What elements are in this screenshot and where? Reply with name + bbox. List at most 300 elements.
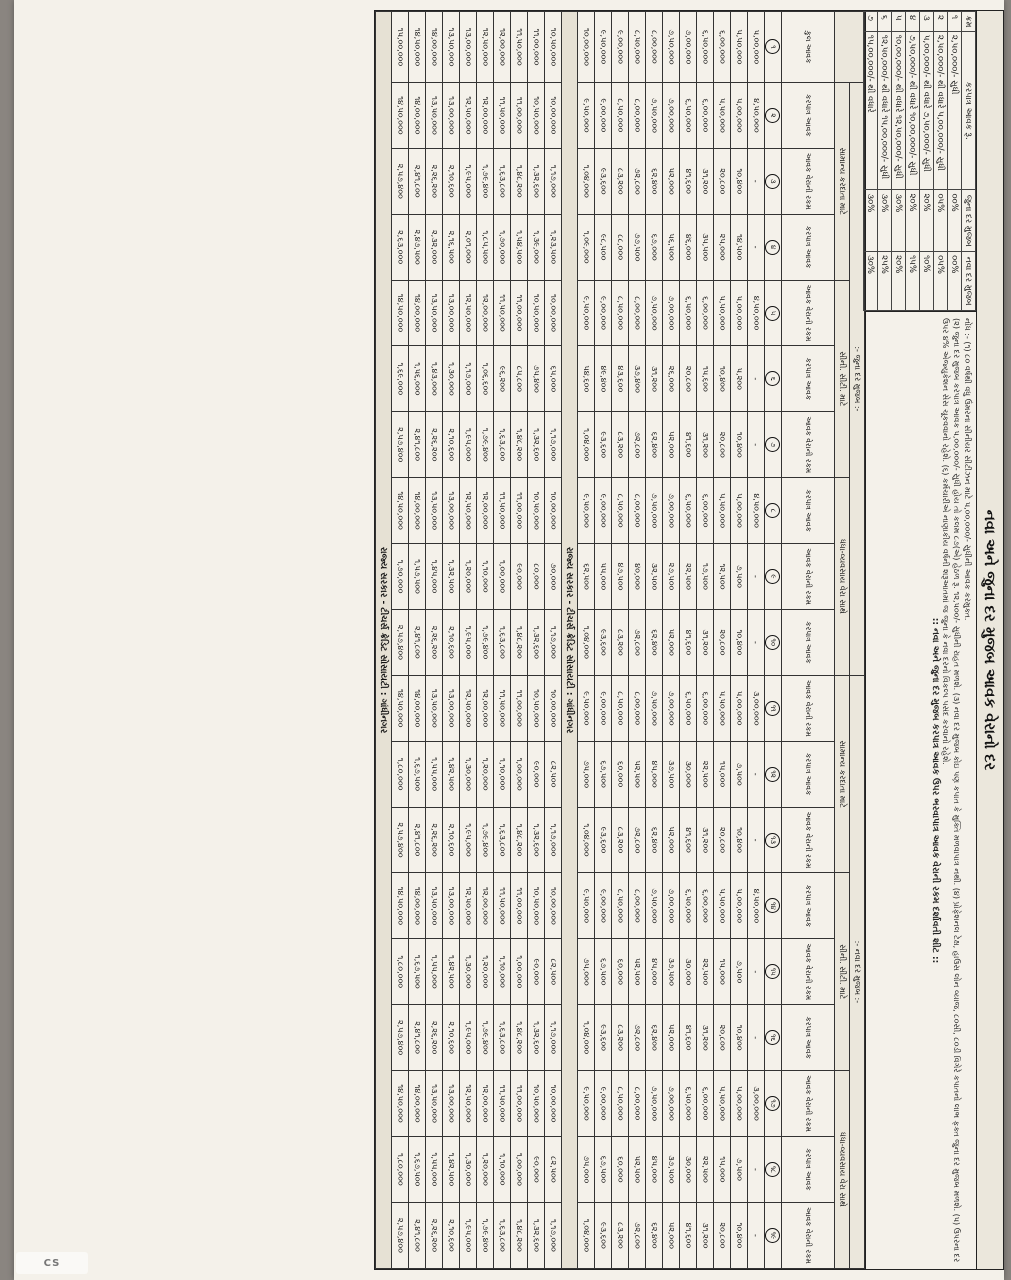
table-cell: ૧૪,૦૦,૦૦૦ [409,478,426,544]
table-cell: ૫,૦૦,૦૦૦ [731,478,748,544]
rate-row [864,12,878,311]
table-cell: ૪૬,૦૦૦ [680,214,697,280]
rate-row [920,12,934,311]
table-cell: ૧,૧૭,૦૦૦ [545,609,562,675]
table-cell: ૫૨,૦૦૦ [663,807,680,873]
table-cell: ૯,૦૦,૦૦૦ [595,873,612,939]
table-cell: ૧૧,૫૦,૦૦૦ [494,82,511,148]
table-cell: ૧,૭૯,૪૦૦ [477,609,494,675]
rate-cell: ૭,૫૦,૦૦૦/- થી વધારે ૧૦,૦૦,૦૦૦/- સુધી [906,31,920,190]
table-cell: ૨,૦૧,૦૦૦ [460,214,477,280]
rate-row [892,12,906,311]
rate-header-cell: નવા દર મુજબ [962,252,976,311]
senior-new-group: સીની. સીટી. માટે [835,873,850,1071]
table-cell: ૬૨,૫૦૦ [578,544,595,610]
table-cell: ૨૦,૮૦૦ [714,1005,731,1071]
table-cell: ૧,૮૦,૦૦૦ [392,1136,409,1202]
column-number-cell [765,82,782,148]
table-cell: ૩૨,૫૦૦ [646,544,663,610]
table-cell: ૫૨,૦૦૦ [663,609,680,675]
table-cell: ૬,૦૦,૦૦૦ [697,280,714,346]
table-cell: ૧૩,૦૦,૦૦૦ [443,82,460,148]
table-cell: ૬૦,૦૦૦ [612,1136,629,1202]
table-cell: - [748,741,765,807]
table-cell: ૨,૫૭,૪૦૦ [392,609,409,675]
table-cell: ૫,૫૦,૦૦૦ [714,675,731,741]
table-cell: ૭,૫૦૦ [731,1136,748,1202]
general-old-group: સામાન્ય કરદાતા માટે [835,82,850,280]
table-cell: ૬,૫૦,૦૦૦ [680,82,697,148]
table-cell: ૭,૦૦,૦૦૦ [663,280,680,346]
table-cell: ૪૩,૬૦૦ [612,346,629,412]
table-cell: ૨૭,૫૦૦ [663,544,680,610]
table-cell: ૮૨,૫૦૦ [545,741,562,807]
rate-row [934,12,948,311]
table-cell: ૪૭,૫૦૦ [612,544,629,610]
table-cell: ૧,૩૯,૦૦૦ [528,214,545,280]
table-cell: ૨,૫૭,૪૦૦ [392,1005,409,1071]
table-cell: ૧૩,૫૦,૦૦૦ [426,478,443,544]
table-cell: - [748,1136,765,1202]
table-cell: ૩૧,૨૦૦ [697,148,714,214]
table-cell: ૧,૩૦,૦૦૦ [460,1136,477,1202]
table-cell: ૯,૫૦,૦૦૦ [595,12,612,83]
column-number-cell [765,1202,782,1268]
table-cell: ૧૦,૪૦૦ [731,148,748,214]
table-cell: ૯,૫૦,૦૦૦ [578,873,595,939]
table-cell: ૭,૫૦,૦૦૦ [646,1071,663,1137]
column-number: ૧૫ [766,964,781,979]
table-cell: ૭,૦૦,૦૦૦ [663,1071,680,1137]
table-cell: ૧,૧૦,૦૦૦ [494,1136,511,1202]
table-cell: ૮૩,૨૦૦ [612,148,629,214]
table-cell: ૩,૦૦,૦૦૦ [748,675,765,741]
table-cell: ૯,૦૦,૦૦૦ [595,675,612,741]
table-cell: ૧,૩૦,૦૦૦ [443,346,460,412]
table-cell: ૧૦,૪૦૦ [731,1202,748,1268]
notes-heading: નોંધ :- (૧) ૮૦ વર્ષથી વધુ ઉંમરના સીનીયર સીટીઝન માટે ૫,૦૦,૦૦૦/- સુધીની આવક કરમુક્ત. [963,318,972,621]
table-cell: ૭,૦૦,૦૦૦ [663,873,680,939]
table-cell: ૨,૪૧,૮૦૦ [409,1202,426,1268]
table-cell: ૧૩,૫૦,૦૦૦ [426,280,443,346]
table-cell: ૧૪,૫૦૦ [731,214,748,280]
rate-row [906,12,920,311]
table-cell: ૭૭,૫૦૦ [629,214,646,280]
column-header: આવક વેરાની રકમ [782,807,835,873]
rate-header-cell: કરપાત્ર આવક રૂ. [962,31,976,190]
table-cell: ૧,૦૦,૦૦૦ [494,544,511,610]
table-cell: ૧૨,૦૦,૦૦૦ [477,478,494,544]
rate-cell: ૨૦% [906,190,920,252]
table-cell: ૧,૬૩,૮૦૦ [494,1202,511,1268]
table-cell: ૨,૨૬,૨૦૦ [426,609,443,675]
column-number: ૧૭ [766,1096,781,1111]
table-cell: ૬૦,૦૦૦ [612,939,629,1005]
table-cell: ૫૨,૫૦૦ [629,939,646,1005]
table-cell: ૧૦,૪૦૦ [731,1005,748,1071]
table-cell: ૬૭,૫૦૦ [595,939,612,1005]
table-cell: ૬૨,૪૦૦ [646,1202,663,1268]
table-cell: ૭૫,૦૦૦ [578,1136,595,1202]
table-cell: ૯૩,૬૦૦ [595,148,612,214]
column-number: ૧૨ [766,767,781,782]
column-header: કરપાત્ર આવક [782,1005,835,1071]
table-cell: ૨,૨૬,૨૦૦ [426,1202,443,1268]
table-cell: ૪૯,૪૦૦ [595,346,612,412]
table-cell: ૬,૦૦,૦૦૦ [697,675,714,741]
table-cell: ૧,૬૩,૮૦૦ [494,1005,511,1071]
table-cell: ૩૭,૪૦૦ [629,346,646,412]
table-cell: ૧,૯૫,૦૦૦ [460,1005,477,1071]
table-cell: ૧,૦૦,૦૦૦ [511,741,528,807]
table-cell: ૧૦,૪૦૦ [731,807,748,873]
column-number: ૮ [766,503,781,518]
tax-rate-table [863,11,976,311]
table-cell: ૯૦,૦૦૦ [528,741,545,807]
column-number-cell [765,1136,782,1202]
table-cell: ૧,૬૩,૮૦૦ [494,412,511,478]
table-cell: ૧,૪૨,૫૦૦ [443,741,460,807]
tax-sheet [374,10,865,1270]
table-row [595,12,612,1269]
table-cell: ૨,૫૭,૪૦૦ [392,1202,409,1268]
table-cell: ૧,૩૨,૬૦૦ [528,807,545,873]
rate-cell: ૫ [892,12,906,32]
table-cell: ૩૧,૨૦૦ [697,807,714,873]
table-cell: ૧૨,૦૦,૦૦૦ [477,1071,494,1137]
table-cell: ૮,૦૦,૦૦૦ [629,280,646,346]
table-cell: ૧,૧૭,૦૦૦ [545,1202,562,1268]
table-cell: ૫,૫૦,૦૦૦ [731,12,748,83]
new-regime-group: :- નવા દર મુજબ :- [850,675,865,1268]
table-cell: ૧,૨૩,૫૦૦ [545,214,562,280]
table-cell: ૧૨,૫૦,૦૦૦ [460,82,477,148]
table-cell: ૧૧,૦૦,૦૦૦ [511,82,528,148]
table-cell: ૧૫,૦૦૦ [714,1136,731,1202]
table-row [748,12,765,1269]
table-cell: ૧૦,૫૦,૦૦૦ [528,478,545,544]
column-number: ૧૪ [766,898,781,913]
column-header-row [782,12,835,1269]
table-cell: - [748,1202,765,1268]
table-cell: ૧,૬૯,૦૦૦ [392,346,409,412]
table-cell: ૯,૦૦,૦૦૦ [595,280,612,346]
table-cell: ૪૫,૦૦૦ [646,939,663,1005]
table-cell: ૨૦,૮૦૦ [714,807,731,873]
table-cell: ૭૨,૮૦૦ [629,148,646,214]
table-row [426,12,443,1269]
table-row [528,12,545,1269]
table-cell: ૫૫,૦૦૦ [595,544,612,610]
table-cell: ૧,૦૪,૦૦૦ [578,807,595,873]
table-cell: ૧,૫૫,૦૦૦ [426,741,443,807]
table-cell: ૨,૪૧,૮૦૦ [409,412,426,478]
table-cell: ૫,૦૦,૦૦૦ [731,675,748,741]
column-header: કરપાત્ર આવક [782,1136,835,1202]
table-row [731,12,748,1269]
table-cell: ૧૧,૦૦,૦૦૦ [511,675,528,741]
table-cell: ૮૩,૨૦૦ [612,807,629,873]
table-cell: ૧૧,૦૦,૦૦૦ [511,1071,528,1137]
table-cell: ૧,૧૭,૦૦૦ [545,807,562,873]
table-cell: ૩૧,૨૦૦ [697,1202,714,1268]
table-cell: ૧,૪૨,૫૦૦ [443,1136,460,1202]
table-cell: ૭,૦૦,૦૦૦ [663,675,680,741]
column-number: ૧૧ [766,701,781,716]
column-header: કરપાત્ર આવક [782,609,835,675]
table-cell: ૧૦,૪૦૦ [731,412,748,478]
table-cell: ૧૪,૫૦,૦૦૦ [392,478,409,544]
column-number: ૬ [766,371,781,386]
table-cell: ૭,૫૦,૦૦૦ [663,12,680,83]
table-cell: ૧,૧૭,૦૦૦ [545,148,562,214]
table-cell: ૧,૯૫,૦૦૦ [460,609,477,675]
table-cell: ૮,૦૦,૦૦૦ [629,478,646,544]
column-number-cell [765,939,782,1005]
table-cell: ૫,૫૦,૦૦૦ [714,1071,731,1137]
table-cell: ૮,૦૦,૦૦૦ [629,1071,646,1137]
table-cell: ૧૨,૦૦,૦૦૦ [477,280,494,346]
table-cell: ૯૩,૬૦૦ [595,1005,612,1071]
group-row-2 [835,12,850,1269]
table-cell: ૬,૫૦,૦૦૦ [680,280,697,346]
table-cell: ૨,૪૧,૮૦૦ [409,807,426,873]
table-cell: ૭,૦૦,૦૦૦ [663,82,680,148]
top-section [865,10,977,1270]
table-cell: ૯,૫૦,૦૦૦ [578,82,595,148]
column-header: કુલ આવક [782,12,835,83]
table-cell: ૯,૫૦,૦૦૦ [578,280,595,346]
table-cell: ૬૨,૪૦૦ [646,807,663,873]
table-cell: ૧,૯૫,૦૦૦ [460,148,477,214]
table-cell: ૧,૪૨,૫૦૦ [443,939,460,1005]
column-header: આવક વેરાની રકમ [782,544,835,610]
column-header: કરપાત્ર આવક [782,346,835,412]
table-cell: ૮,૦૦,૦૦૦ [629,873,646,939]
table-cell: ૨,૨૬,૨૦૦ [426,412,443,478]
table-cell: ૪,૫૦,૦૦૦ [748,478,765,544]
table-row [714,12,731,1269]
table-cell: ૧,૫૪,૫૦૦ [511,214,528,280]
table-cell: - [748,1005,765,1071]
table-cell: ૪૦,૦૦૦ [629,544,646,610]
table-cell: ૩૭,૫૦૦ [663,939,680,1005]
table-cell: ૧,૪૮,૨૦૦ [511,807,528,873]
column-number-cell [765,1005,782,1071]
column-number: ૧ [766,39,781,54]
table-cell: ૭૫,૦૦૦ [578,939,595,1005]
table-cell: - [748,214,765,280]
table-cell: ૭૫,૦૦૦ [578,741,595,807]
table-cell: ૧૪,૫૦,૦૦૦ [392,675,409,741]
table-cell: ૮,૦૦,૦૦૦ [629,82,646,148]
table-cell: ૯૮,૫૦૦ [595,214,612,280]
table-cell: ૨,૨૬,૨૦૦ [426,148,443,214]
table-cell: ૩૦,૦૦૦ [680,939,697,1005]
section-divider-2 [376,12,392,1269]
table-cell: ૧૪,૦૦,૦૦૦ [426,12,443,83]
table-cell: ૯,૦૦,૦૦૦ [595,478,612,544]
table-cell: ૧૦,૫૦,૦૦૦ [528,280,545,346]
table-cell: - [748,148,765,214]
column-number: ૫ [766,306,781,321]
table-cell: ૯,૫૦,૦૦૦ [578,478,595,544]
table-cell: ૧૨,૫૦,૦૦૦ [460,675,477,741]
table-cell: ૨,૩૨,૦૦૦ [426,214,443,280]
table-cell: ૭,૦૦,૦૦૦ [663,478,680,544]
table-cell: ૪૧,૬૦૦ [680,1005,697,1071]
table-cell: ૧૧,૫૦,૦૦૦ [494,675,511,741]
column-number-cell [765,609,782,675]
column-number-cell [765,1071,782,1137]
table-cell: ૨,૪૧,૮૦૦ [409,148,426,214]
table-cell: ૬,૫૦,૦૦૦ [680,873,697,939]
table-cell: ૧૨,૦૦,૦૦૦ [477,873,494,939]
table-cell: ૪૫,૦૦૦ [646,741,663,807]
table-cell: ૭,૫૦,૦૦૦ [646,675,663,741]
column-header: આવક વેરાની રકમ [782,939,835,1005]
table-cell: ૧૦,૫૦,૦૦૦ [528,675,545,741]
table-cell: ૧,૬૩,૮૦૦ [494,148,511,214]
rate-cell: ૧૫,૦૦,૦૦૦/- થી વધારે [864,31,878,190]
table-cell: ૮૩,૨૦૦ [612,609,629,675]
rotated-sheet [24,10,1004,1270]
table-row [663,12,680,1269]
table-cell: ૧૨,૫૦,૦૦૦ [460,280,477,346]
table-cell: ૨૫,૦૦૦ [714,214,731,280]
table-cell: ૨૦,૮૦૦ [714,1202,731,1268]
rate-cell: ૩ [920,12,934,32]
rate-cell: ૩૦% [864,190,878,252]
table-cell: ૫,૦૦,૦૦૦ [748,12,765,83]
table-cell: ૨૬,૦૦૦ [663,346,680,412]
table-cell: ૧૦,૫૦,૦૦૦ [545,12,562,83]
column-header: કરપાત્ર આવક [782,82,835,148]
column-number-cell [765,12,782,83]
table-cell: ૧૦,૦૦,૦૦૦ [545,675,562,741]
table-row [578,12,595,1269]
column-number-cell [765,741,782,807]
table-cell: ૬૨,૪૦૦ [646,148,663,214]
table-body-section-2 [392,12,562,1269]
rate-cell: ૫,૦૦,૦૦૦/- થી વધારે ૭,૫૦,૦૦૦/- સુધી [920,31,934,190]
table-cell: ૧૨,૦૦,૦૦૦ [477,675,494,741]
table-cell: ૨૦,૮૦૦ [714,148,731,214]
table-cell: ૧,૮૦,૦૦૦ [392,741,409,807]
table-cell: ૭,૫૦,૦૦૦ [646,478,663,544]
table-cell: ૬૭,૫૦૦ [595,741,612,807]
table-cell: ૧૧,૦૦,૦૦૦ [511,280,528,346]
general-new-group: સામાન્ય કરદાતા માટે [835,675,850,873]
table-cell: ૧૧,૫૦,૦૦૦ [494,280,511,346]
table-cell: ૬,૦૦,૦૦૦ [697,478,714,544]
table-cell: ૩૧,૨૦૦ [697,412,714,478]
table-row [460,12,477,1269]
table-cell: ૧,૬૩,૮૦૦ [494,609,511,675]
table-cell: ૧૦,૫૦,૦૦૦ [528,82,545,148]
table-cell: ૨,૧૦,૬૦૦ [443,807,460,873]
table-cell: ૧૧,૫૦,૦૦૦ [494,1071,511,1137]
table-cell: ૧,૦૦,૦૦૦ [511,939,528,1005]
table-cell: ૧,૪૩,૦૦૦ [426,346,443,412]
column-number-row [765,12,782,1269]
table-cell: ૫,૨૦૦ [731,346,748,412]
table-row [409,12,426,1269]
rate-cell: ૨,૫૦,૦૦૦/- થી વધારે ૫,૦૦,૦૦૦/- સુધી [934,31,948,190]
table-cell: ૧૨,૫૦૦ [714,544,731,610]
table-cell: ૫૨,૦૦૦ [663,1005,680,1071]
table-cell: ૧,૬૭,૫૦૦ [409,741,426,807]
table-cell: ૧,૭૯,૪૦૦ [477,148,494,214]
table-cell: ૧,૪૮,૨૦૦ [511,412,528,478]
table-cell: ૨૨,૫૦૦ [697,939,714,1005]
table-cell: ૭,૫૦,૦૦૦ [646,82,663,148]
table-cell: ૯૦,૦૦૦ [528,939,545,1005]
table-cell: ૪૧,૬૦૦ [680,1202,697,1268]
table-cell: ૬,૦૦,૦૦૦ [697,873,714,939]
table-cell: ૬,૦૦,૦૦૦ [697,82,714,148]
table-cell: ૨,૪૧,૮૦૦ [409,609,426,675]
table-cell: ૬૫,૦૦૦ [545,346,562,412]
rate-table-body [864,12,962,311]
table-row [646,12,663,1269]
table-cell: ૧,૯૫,૦૦૦ [460,807,477,873]
table-cell: ૨,૪૧,૮૦૦ [409,1005,426,1071]
rate-cell: ૬ [878,12,892,32]
table-cell: ૧૧,૫૦,૦૦૦ [511,12,528,83]
table-cell: ૧,૩૨,૫૦૦ [443,544,460,610]
table-cell: ૮૮,૦૦૦ [612,214,629,280]
table-cell: ૧૦,૦૦,૦૦૦ [545,873,562,939]
table-cell: - [748,412,765,478]
table-cell: ૧૩,૫૦,૦૦૦ [426,873,443,939]
table-cell: - [748,346,765,412]
table-cell: - [748,609,765,675]
table-cell: ૫૨,૦૦૦ [663,412,680,478]
table-cell: ૭૨,૮૦૦ [629,412,646,478]
table-cell: ૧૪,૦૦,૦૦૦ [409,675,426,741]
table-cell: ૧,૦૦,૦૦૦ [511,1136,528,1202]
table-cell: ૧૨,૫૦,૦૦૦ [460,1071,477,1137]
table-cell: ૫,૫૦,૦૦૦ [714,873,731,939]
table-cell: ૧૦,૦૦,૦૦૦ [545,478,562,544]
rate-cell: ૪ [906,12,920,32]
table-cell: ૧,૧૦,૦૦૦ [494,741,511,807]
table-cell: ૮,૫૦,૦૦૦ [629,12,646,83]
table-cell: ૧,૦૪,૦૦૦ [578,148,595,214]
table-cell: ૧૦,૦૦,૦૦૦ [545,1071,562,1137]
table-cell: ૧,૭૯,૪૦૦ [477,807,494,873]
table-cell: ૮,૫૦,૦૦૦ [612,478,629,544]
rate-cell: ૨૫% [878,252,892,311]
table-cell: ૧૫,૦૦૦ [714,939,731,1005]
column-header: આવક વેરાની રકમ [782,280,835,346]
table-cell: - [748,939,765,1005]
table-cell: ૨,૪૭,૫૦૦ [409,214,426,280]
column-number: ૩ [766,174,781,189]
table-cell: ૧૪,૦૦,૦૦૦ [409,1071,426,1137]
table-cell: ૧૩,૫૦,૦૦૦ [426,82,443,148]
table-cell: ૨,૫૭,૪૦૦ [392,148,409,214]
table-cell: ૧૫,૦૦૦ [714,741,731,807]
section-label-1: રાજ્ય સરકાર - ટીચર્સ ક્રેડિટ સોસાયટી : ગાંધીનગર [562,12,578,1269]
rate-cell: ૦૦% [948,252,962,311]
table-cell: ૯,૦૦,૦૦૦ [612,12,629,83]
table-cell: ૫,૦૦,૦૦૦ [731,280,748,346]
table-row [612,12,629,1269]
table-cell: ૧૩,૫૦,૦૦૦ [426,1071,443,1137]
table-cell: ૪,૫૦,૦૦૦ [748,82,765,148]
